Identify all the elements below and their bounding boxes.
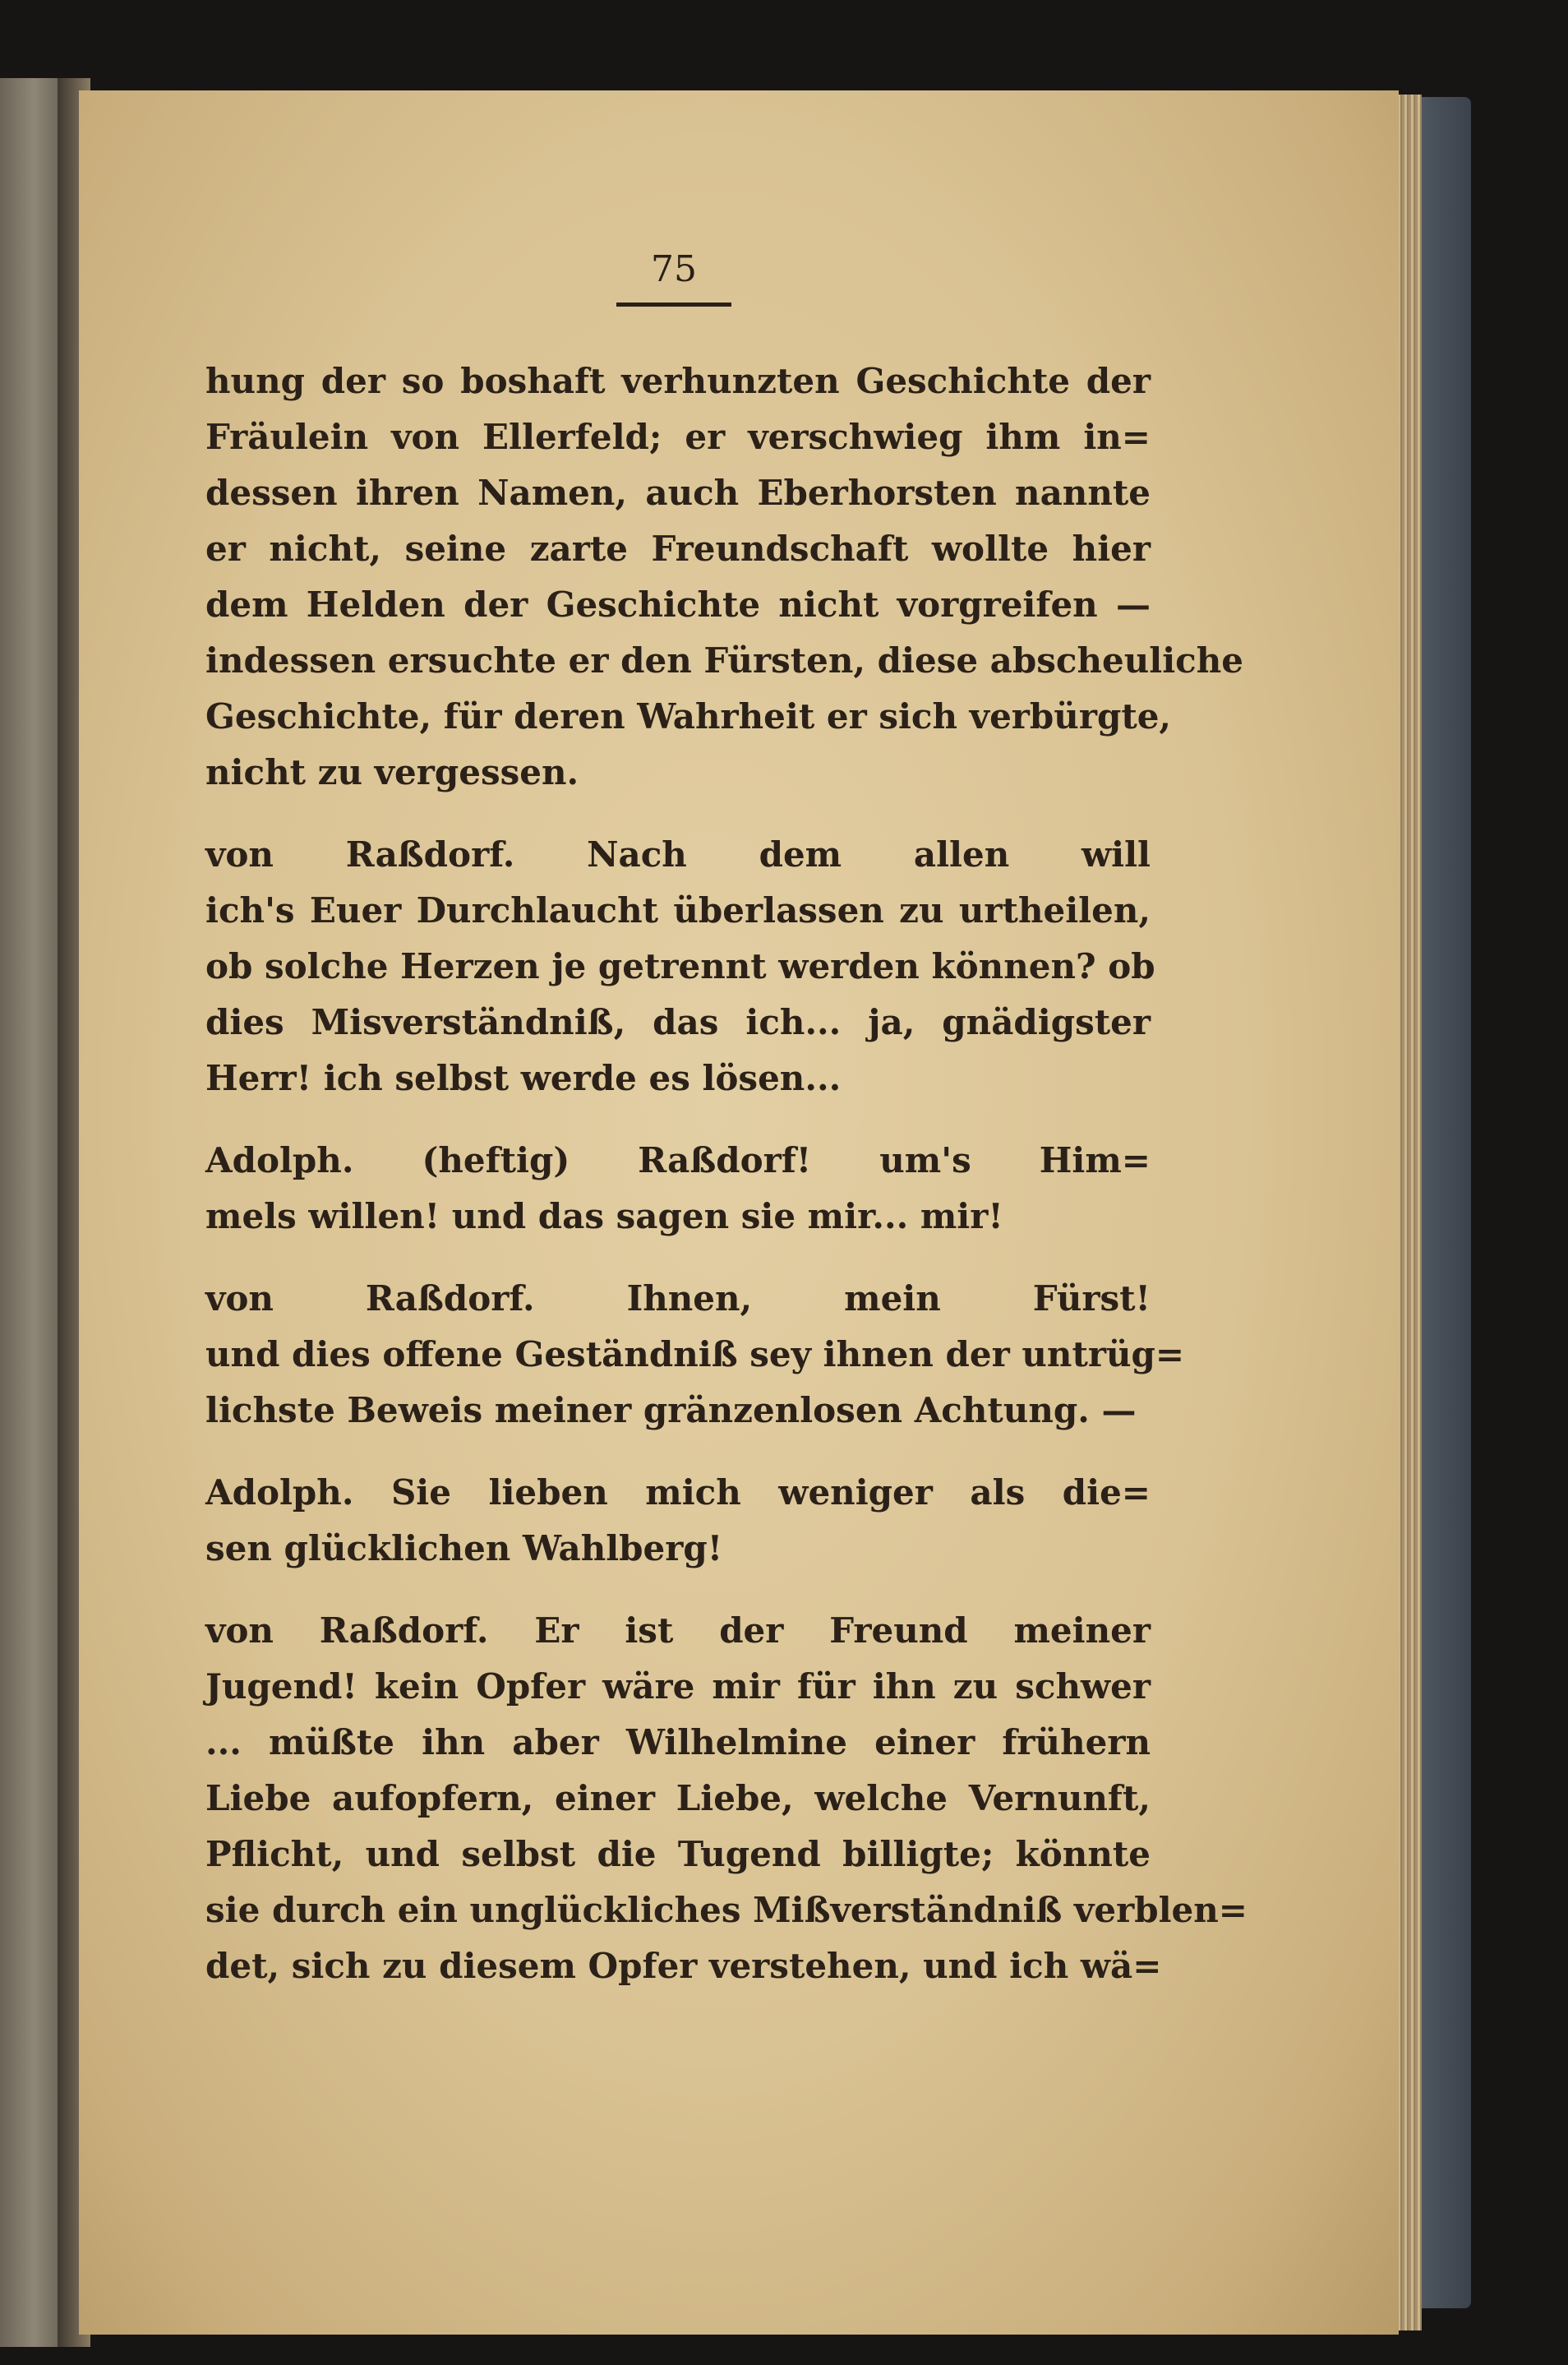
- text-line: Geschichte, für deren Wahrheit er sich verbürgte,: [205, 696, 1172, 737]
- text-line: Herr! ich selbst werde es lösen...: [205, 1058, 842, 1098]
- text-line: Pflicht, und selbst die Tugend billigte; könnte: [205, 1834, 1151, 1874]
- text-line: hung der so boshaft verhunzten Geschichte der: [205, 361, 1151, 401]
- text-line: dem Helden der Geschichte nicht vorgreifen —: [205, 584, 1151, 625]
- text-line: sie durch ein unglückliches Mißverständniß verblen=: [205, 1890, 1247, 1930]
- text-line: dessen ihren Namen, auch Eberhorsten nannte: [205, 473, 1151, 513]
- text-line: dies Misverständniß, das ich... ja, gnädigster: [205, 1002, 1151, 1042]
- text-line: Fräulein von Ellerfeld; er verschwieg ihm in=: [205, 417, 1151, 457]
- text-line: mels willen! und das sagen sie mir... mir!: [205, 1196, 1003, 1236]
- text-line: nicht zu vergessen.: [205, 752, 579, 792]
- page-text: [205, 353, 1247, 1994]
- text-line: ich's Euer Durchlaucht überlassen zu urtheilen,: [205, 890, 1151, 931]
- text-line: indessen ersuchte er den Fürsten, diese abscheuliche: [205, 640, 1244, 681]
- text-line: det, sich zu diesem Opfer verstehen, und ich wä=: [205, 1946, 1162, 1986]
- speaker-line: von Raßdorf. Ihnen, mein Fürst!: [205, 1278, 1151, 1319]
- speaker-line: von Raßdorf. Er ist der Freund meiner: [205, 1610, 1151, 1651]
- text-line: er nicht, seine zarte Freundschaft wollte hier: [205, 529, 1151, 569]
- speaker-line: Adolph. (heftig) Raßdorf! um's Him=: [205, 1140, 1151, 1180]
- speaker-line: Adolph. Sie lieben mich weniger als die=: [205, 1472, 1151, 1513]
- text-line: und dies offene Geständniß sey ihnen der untrüg=: [205, 1334, 1185, 1374]
- page-number: 75: [616, 237, 731, 307]
- speaker-line: von Raßdorf. Nach dem allen will: [205, 834, 1151, 875]
- text-line: ... müßte ihn aber Wilhelmine einer frühern: [205, 1722, 1151, 1762]
- text-line: Liebe aufopfern, einer Liebe, welche Vernunft,: [205, 1778, 1151, 1818]
- text-line: Jugend! kein Opfer wäre mir für ihn zu schwer: [205, 1666, 1151, 1707]
- text-line: lichste Beweis meiner gränzenlosen Achtung. —: [205, 1390, 1137, 1430]
- text-line: sen glücklichen Wahlberg!: [205, 1528, 723, 1568]
- text-line: ob solche Herzen je getrennt werden können? ob: [205, 946, 1155, 986]
